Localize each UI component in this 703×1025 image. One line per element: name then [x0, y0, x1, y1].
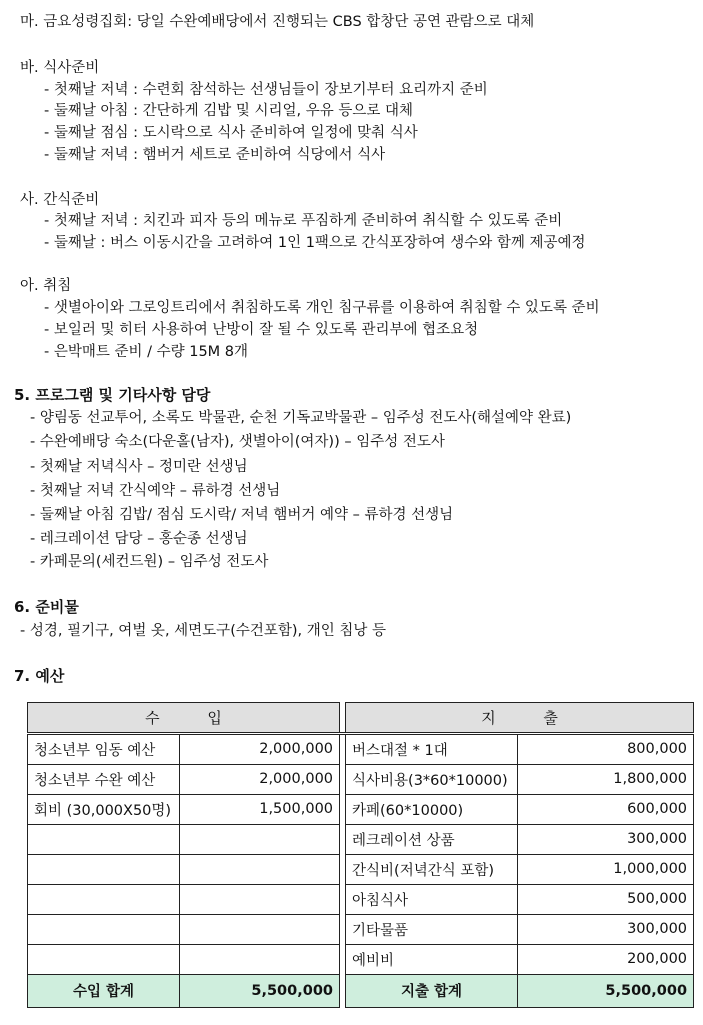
expense-amount: 300,000 — [518, 824, 694, 854]
income-amount: 2,000,000 — [180, 764, 340, 794]
income-total-label: 수입 합계 — [28, 974, 180, 1007]
table-row — [28, 884, 694, 914]
income-amount — [180, 824, 340, 854]
table-row — [28, 764, 694, 794]
section-5-title: 5. 프로그램 및 기타사항 담당 — [14, 386, 211, 404]
expense-amount: 300,000 — [518, 914, 694, 944]
table-row — [28, 944, 694, 974]
expense-label: 카페(60*10000) — [346, 794, 518, 824]
expense-label: 기타물품 — [346, 914, 518, 944]
budget-table — [27, 702, 694, 1008]
expense-header: 지 출 — [346, 703, 694, 734]
expense-total: 5,500,000 — [518, 974, 694, 1007]
list-item: - 카페문의(세컨드원) – 임주성 전도사 — [30, 554, 269, 570]
expense-label: 레크레이션 상품 — [346, 824, 518, 854]
section-ma: 마. 금요성령집회: 당일 수완예배당에서 진행되는 CBS 합창단 공연 관람으로 대체 — [20, 14, 535, 30]
income-label: 청소년부 수완 예산 — [28, 764, 180, 794]
table-row — [28, 854, 694, 884]
expense-amount: 1,800,000 — [518, 764, 694, 794]
expense-label: 아침식사 — [346, 884, 518, 914]
table-row — [28, 824, 694, 854]
list-item: - 둘째날 : 버스 이동시간을 고려하여 1인 1팩으로 간식포장하여 생수와 함께 제공예정 — [44, 235, 586, 251]
list-item: - 샛별아이와 그로잉트리에서 취침하도록 개인 침구류를 이용하여 취침할 수 있도록 준비 — [44, 300, 600, 316]
income-label — [28, 854, 180, 884]
income-amount: 1,500,000 — [180, 794, 340, 824]
table-row — [28, 733, 694, 764]
table-row — [28, 794, 694, 824]
section-6-title: 6. 준비물 — [14, 598, 79, 616]
section-a-title: 아. 취침 — [20, 278, 72, 294]
list-item: - 은박매트 준비 / 수량 15M 8개 — [44, 344, 249, 360]
section-6-text: - 성경, 필기구, 여벌 옷, 세면도구(수건포함), 개인 침낭 등 — [20, 623, 387, 639]
expense-amount: 600,000 — [518, 794, 694, 824]
income-amount — [180, 854, 340, 884]
income-label: 회비 (30,000X50명) — [28, 794, 180, 824]
expense-total-label: 지출 합계 — [346, 974, 518, 1007]
expense-amount: 1,000,000 — [518, 854, 694, 884]
income-label — [28, 944, 180, 974]
list-item: - 첫째날 저녁 : 수련회 참석하는 선생님들이 장보기부터 요리까지 준비 — [44, 82, 488, 98]
income-label: 청소년부 임동 예산 — [28, 733, 180, 764]
list-item: - 수완예배당 숙소(다운홀(남자), 샛별아이(여자)) – 임주성 전도사 — [30, 434, 445, 450]
table-header-row — [28, 703, 694, 734]
list-item: - 둘째날 저녁 : 햄버거 세트로 준비하여 식당에서 식사 — [44, 147, 386, 163]
list-item: - 첫째날 저녁 : 치킨과 피자 등의 메뉴로 푸짐하게 준비하여 취식할 수 있도록 준비 — [44, 213, 563, 229]
expense-amount: 500,000 — [518, 884, 694, 914]
expense-amount: 200,000 — [518, 944, 694, 974]
list-item: - 둘째날 아침 김밥/ 점심 도시락/ 저녁 햄버거 예약 – 류하경 선생님 — [30, 507, 454, 523]
list-item: - 양림동 선교투어, 소록도 박물관, 순천 기독교박물관 – 임주성 전도사(해설예약 완료) — [30, 410, 572, 426]
income-total: 5,500,000 — [180, 974, 340, 1007]
expense-label: 예비비 — [346, 944, 518, 974]
income-amount: 2,000,000 — [180, 733, 340, 764]
expense-label: 식사비용(3*60*10000) — [346, 764, 518, 794]
income-label — [28, 824, 180, 854]
expense-label: 버스대절 * 1대 — [346, 733, 518, 764]
income-label — [28, 884, 180, 914]
total-row — [28, 974, 694, 1007]
list-item: - 첫째날 저녁 간식예약 – 류하경 선생님 — [30, 483, 281, 499]
expense-amount: 800,000 — [518, 733, 694, 764]
income-amount — [180, 944, 340, 974]
income-amount — [180, 914, 340, 944]
list-item: - 첫째날 저녁식사 – 정미란 선생님 — [30, 459, 248, 475]
list-item: - 둘째날 점심 : 도시락으로 식사 준비하여 일정에 맞춰 식사 — [44, 125, 418, 141]
list-item: - 보일러 및 히터 사용하여 난방이 잘 될 수 있도록 관리부에 협조요청 — [44, 322, 479, 338]
expense-label: 간식비(저녁간식 포함) — [346, 854, 518, 884]
list-item: - 레크레이션 담당 – 홍순종 선생님 — [30, 531, 248, 547]
section-7-title: 7. 예산 — [14, 667, 65, 685]
list-item: - 둘째날 아침 : 간단하게 김밥 및 시리얼, 우유 등으로 대체 — [44, 103, 413, 119]
income-amount — [180, 884, 340, 914]
table-row — [28, 914, 694, 944]
income-header: 수 입 — [28, 703, 340, 734]
income-label — [28, 914, 180, 944]
section-ba-title: 바. 식사준비 — [20, 60, 100, 76]
section-sa-title: 사. 간식준비 — [20, 192, 100, 208]
